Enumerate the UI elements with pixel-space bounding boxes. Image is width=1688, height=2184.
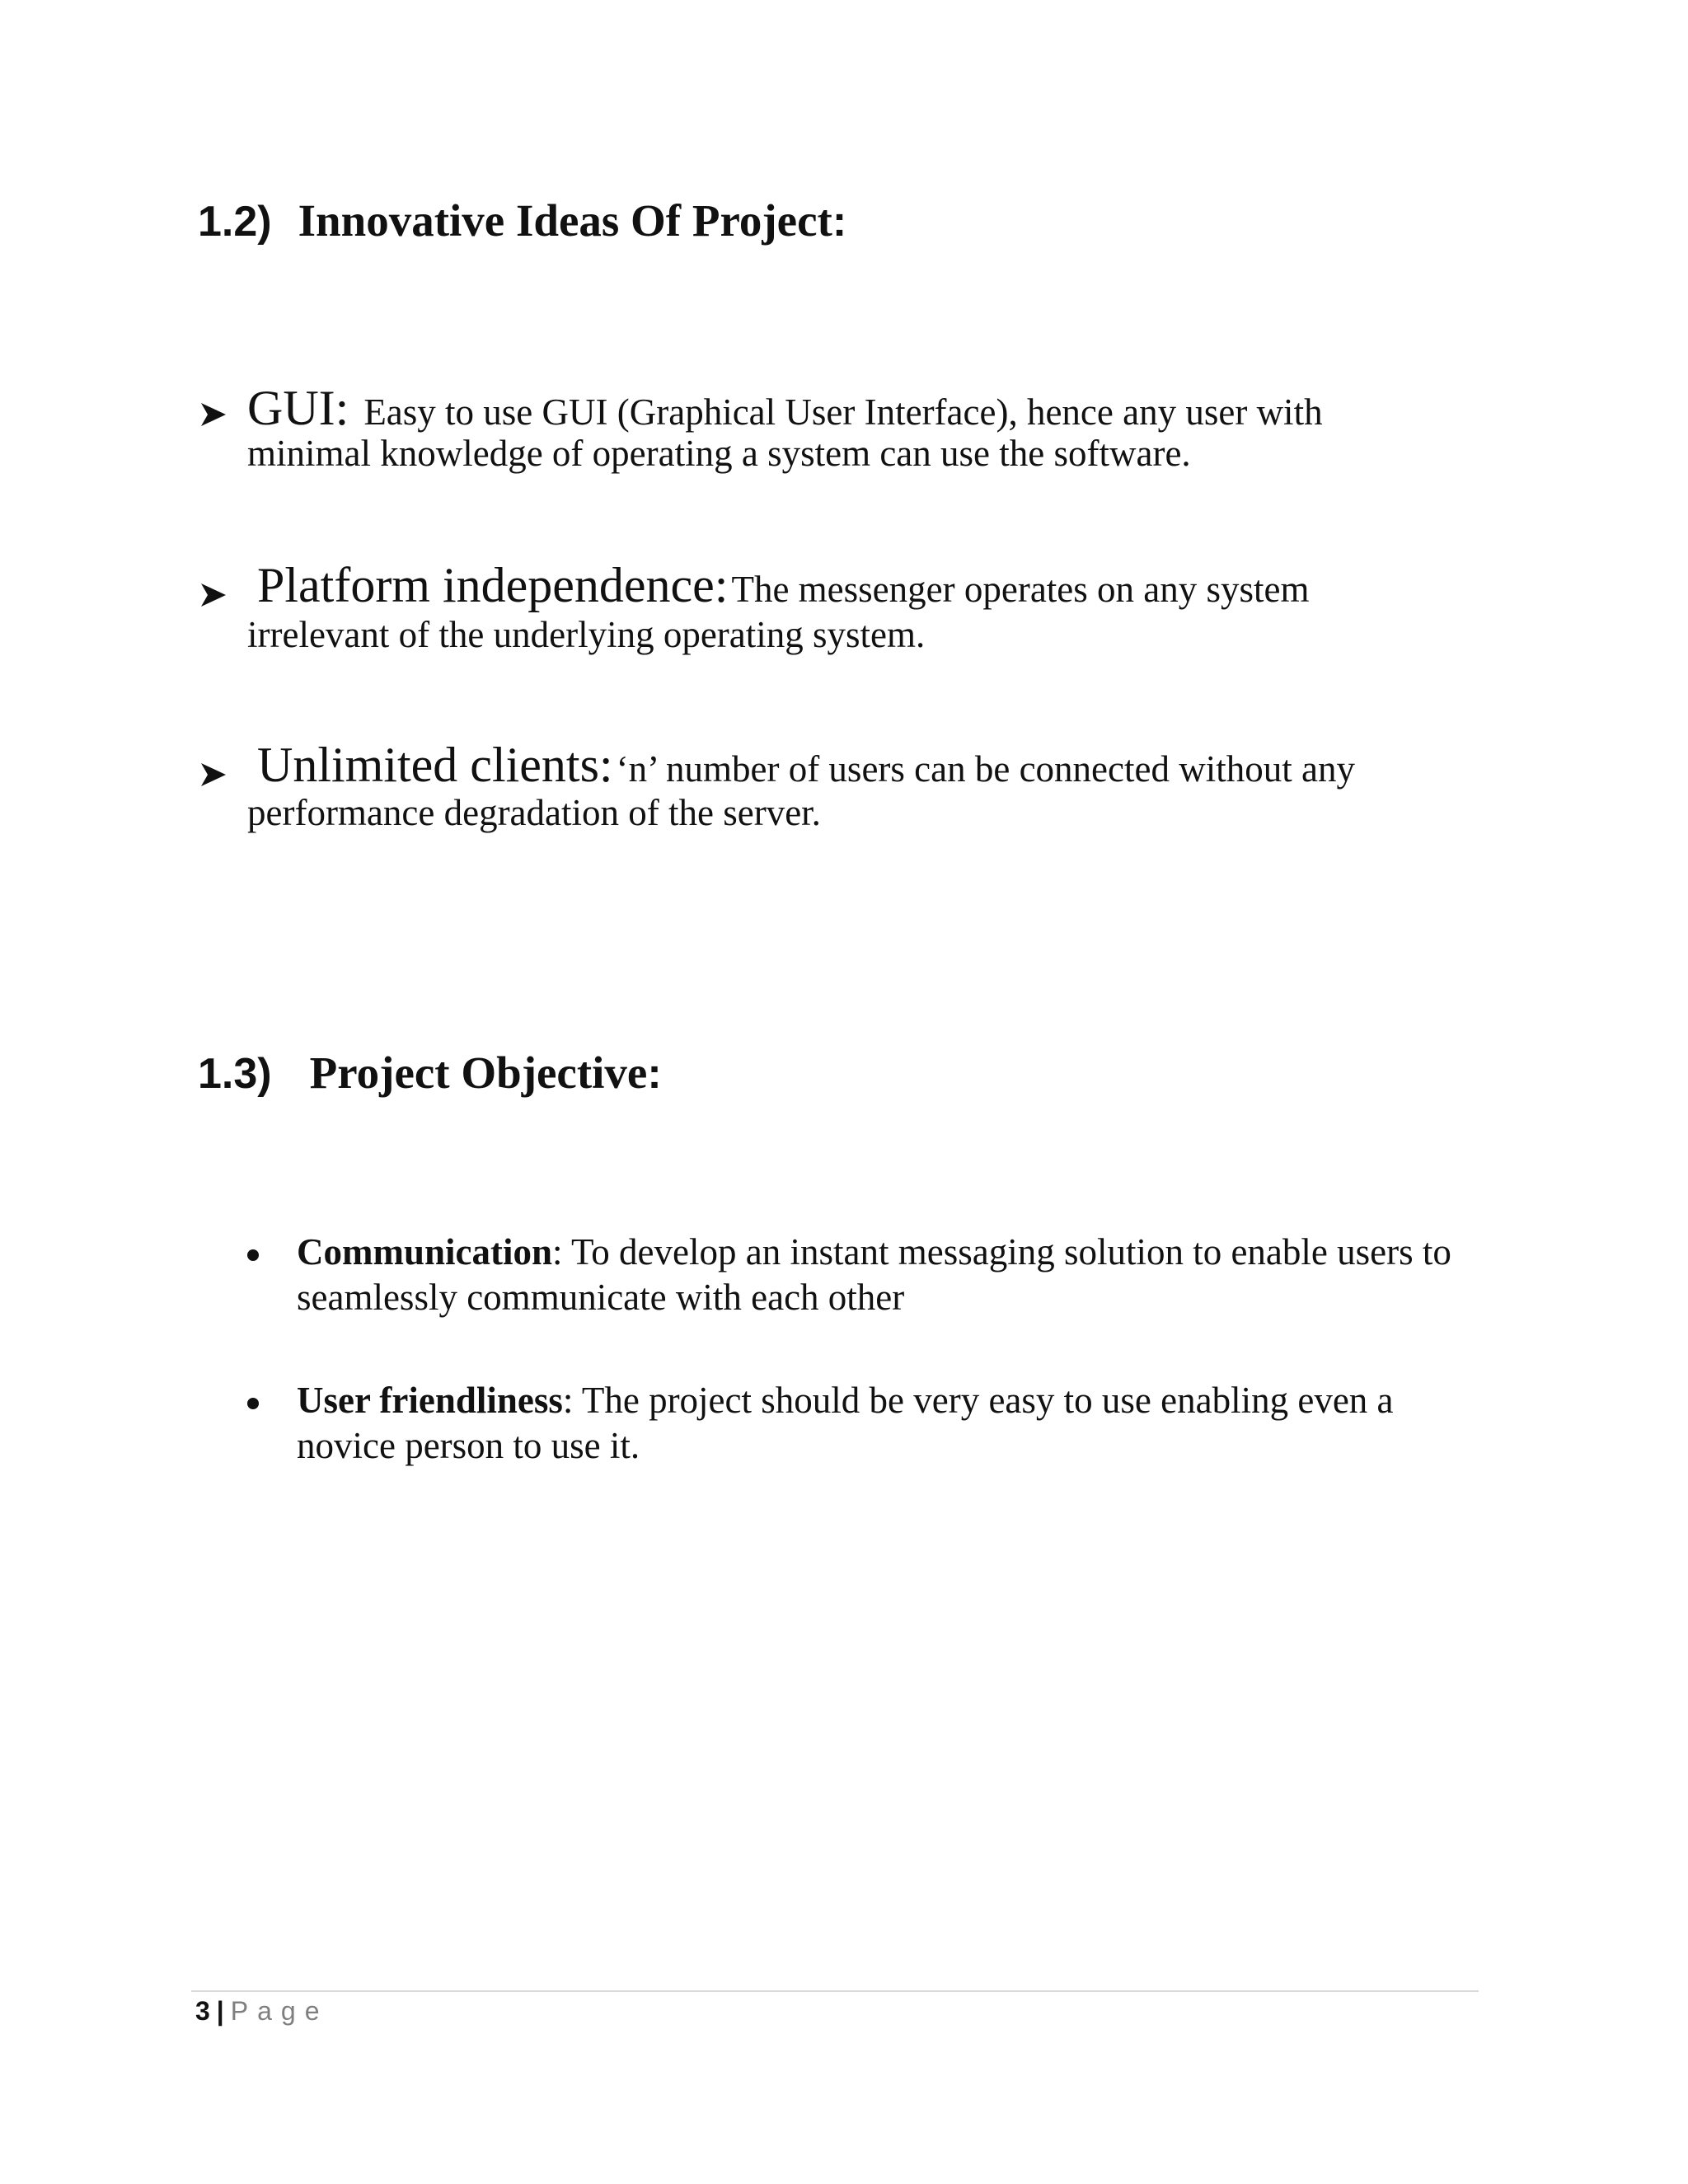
- idea-text: Easy to use GUI (Graphical User Interface), hence any user with: [363, 391, 1323, 433]
- idea-term: GUI:: [247, 381, 349, 435]
- section-heading-project-objective: [198, 1047, 662, 1099]
- idea-line-2: performance degradation of the server.: [247, 792, 821, 833]
- idea-term: Platform independence:: [257, 558, 729, 612]
- section-title: Innovative Ideas Of Project: [298, 195, 832, 246]
- objective-description: : To develop an instant messaging solution to enable users to seamlessly communicate with each other: [297, 1231, 1451, 1318]
- objective-term: Communication: [297, 1231, 553, 1272]
- arrowhead-bullet-icon: [198, 579, 231, 612]
- footer-divider: [191, 1990, 1479, 1992]
- page-label: Page: [230, 1996, 329, 2026]
- idea-term: Unlimited clients:: [257, 738, 613, 792]
- footer-separator: |: [216, 1996, 224, 2026]
- arrowhead-bullet-icon: [198, 398, 231, 431]
- bullet-dot-icon: [247, 1249, 259, 1261]
- idea-line-1: [247, 383, 1323, 433]
- section-number: 1.3): [198, 1050, 272, 1098]
- idea-line-1: [257, 560, 1310, 610]
- section-title-colon: :: [647, 1050, 662, 1098]
- section-heading-innovative-ideas: [198, 194, 846, 246]
- idea-text: The messenger operates on any system: [731, 569, 1310, 610]
- idea-text: ‘n’ number of users can be connected without any: [616, 748, 1355, 790]
- idea-line-2: minimal knowledge of operating a system can use the software.: [247, 433, 1191, 474]
- objective-text: [297, 1230, 1500, 1320]
- section-title-colon: :: [832, 198, 847, 246]
- objective-text: [297, 1378, 1500, 1469]
- idea-line-1: [257, 740, 1355, 790]
- idea-line-2: irrelevant of the underlying operating system.: [247, 614, 926, 655]
- arrowhead-bullet-icon: [198, 758, 231, 791]
- section-title: Project Objective: [309, 1047, 648, 1098]
- section-number: 1.2): [198, 198, 272, 246]
- bullet-dot-icon: [247, 1398, 259, 1409]
- objective-term: User friendliness: [297, 1380, 563, 1421]
- objective-description: : The project should be very easy to use enabling even a novice person to use it.: [297, 1380, 1394, 1466]
- page-footer: [195, 1996, 328, 2027]
- page-number: 3: [195, 1996, 210, 2026]
